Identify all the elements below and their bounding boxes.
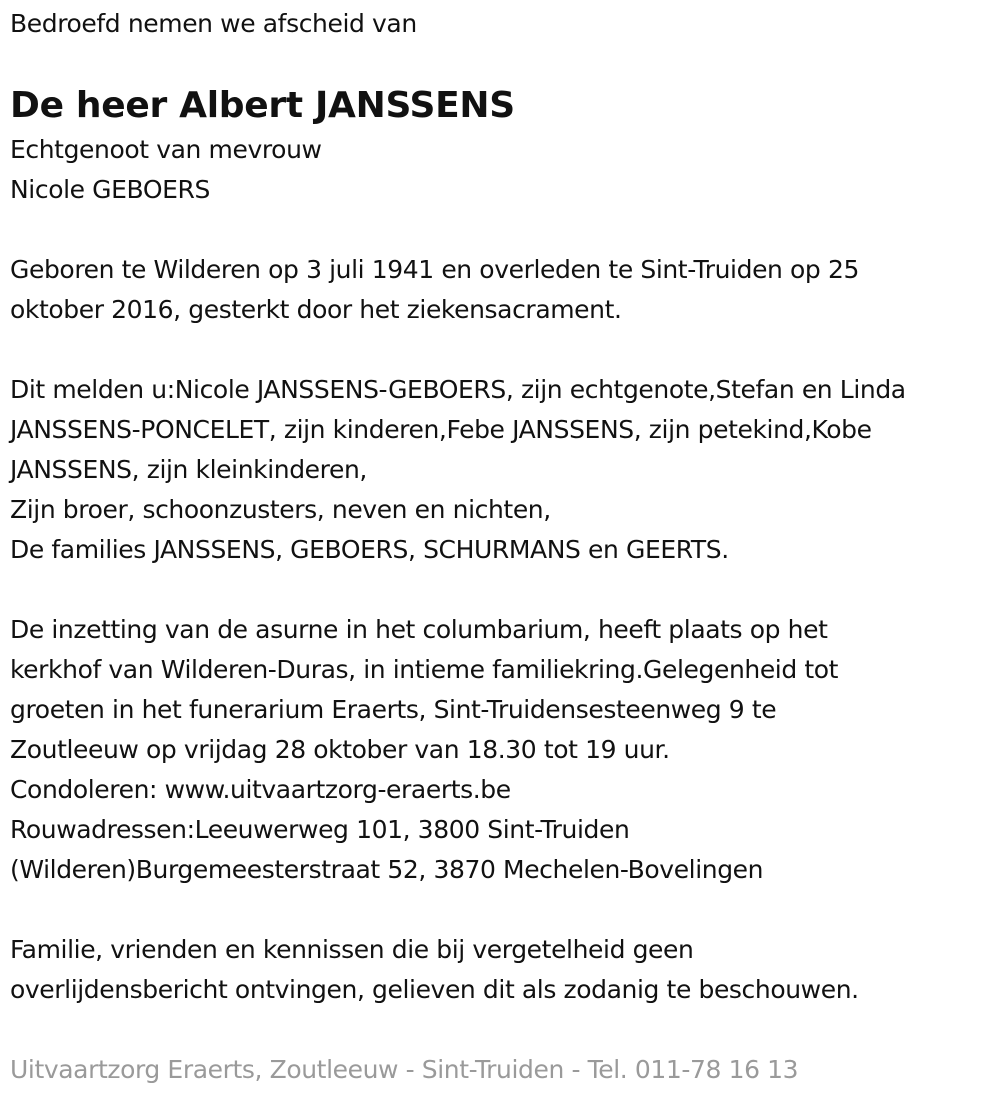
- spouse-block: [10, 130, 985, 210]
- birth-death-block: [10, 250, 985, 330]
- family-line: Dit melden u:Nicole JANSSENS-GEBOERS, zijn echtgenote,Stefan en Linda: [10, 375, 906, 404]
- funeral-home-footer: Uitvaartzorg Eraerts, Zoutleeuw - Sint-Truiden - Tel. 011-78 16 13: [10, 1055, 799, 1084]
- ceremony-line: groeten in het funerarium Eraerts, Sint-Truidensesteenweg 9 te: [10, 695, 777, 724]
- family-line: JANSSENS-PONCELET, zijn kinderen,Febe JANSSENS, zijn petekind,Kobe: [10, 415, 872, 444]
- spouse-line: Nicole GEBOERS: [10, 175, 210, 204]
- address-line: Rouwadressen:Leeuwerweg 101, 3800 Sint-Truiden: [10, 815, 630, 844]
- spacer: [10, 210, 985, 250]
- spouse-line: Echtgenoot van mevrouw: [10, 135, 322, 164]
- spacer: [10, 570, 985, 610]
- birth-death-line: oktober 2016, gesterkt door het ziekensacrament.: [10, 295, 622, 324]
- family-line: Zijn broer, schoonzusters, neven en nichten,: [10, 495, 551, 524]
- ceremony-line: De inzetting van de asurne in het columbarium, heeft plaats op het: [10, 615, 828, 644]
- ceremony-line: kerkhof van Wilderen-Duras, in intieme familiekring.Gelegenheid tot: [10, 655, 839, 684]
- family-line: JANSSENS, zijn kleinkinderen,: [10, 455, 367, 484]
- ceremony-line: Zoutleeuw op vrijdag 28 oktober van 18.30 tot 19 uur.: [10, 735, 670, 764]
- intro-text: Bedroefd nemen we afscheid van: [10, 9, 417, 38]
- family-block: [10, 370, 985, 570]
- birth-death-line: Geboren te Wilderen op 3 juli 1941 en overleden te Sint-Truiden op 25: [10, 255, 859, 284]
- family-line: De families JANSSENS, GEBOERS, SCHURMANS en GEERTS.: [10, 535, 729, 564]
- notice-block: [10, 930, 985, 1010]
- condolence-line: Condoleren: www.uitvaartzorg-eraerts.be: [10, 775, 511, 804]
- address-line: (Wilderen)Burgemeesterstraat 52, 3870 Mechelen-Bovelingen: [10, 855, 764, 884]
- spacer: [10, 1010, 985, 1050]
- notice-line: overlijdensbericht ontvingen, gelieven dit als zodanig te beschouwen.: [10, 975, 859, 1004]
- spacer: [10, 330, 985, 370]
- notice-line: Familie, vrienden en kennissen die bij vergetelheid geen: [10, 935, 694, 964]
- spacer: [10, 890, 985, 930]
- deceased-name: De heer Albert JANSSENS: [10, 85, 515, 126]
- ceremony-block: [10, 610, 985, 890]
